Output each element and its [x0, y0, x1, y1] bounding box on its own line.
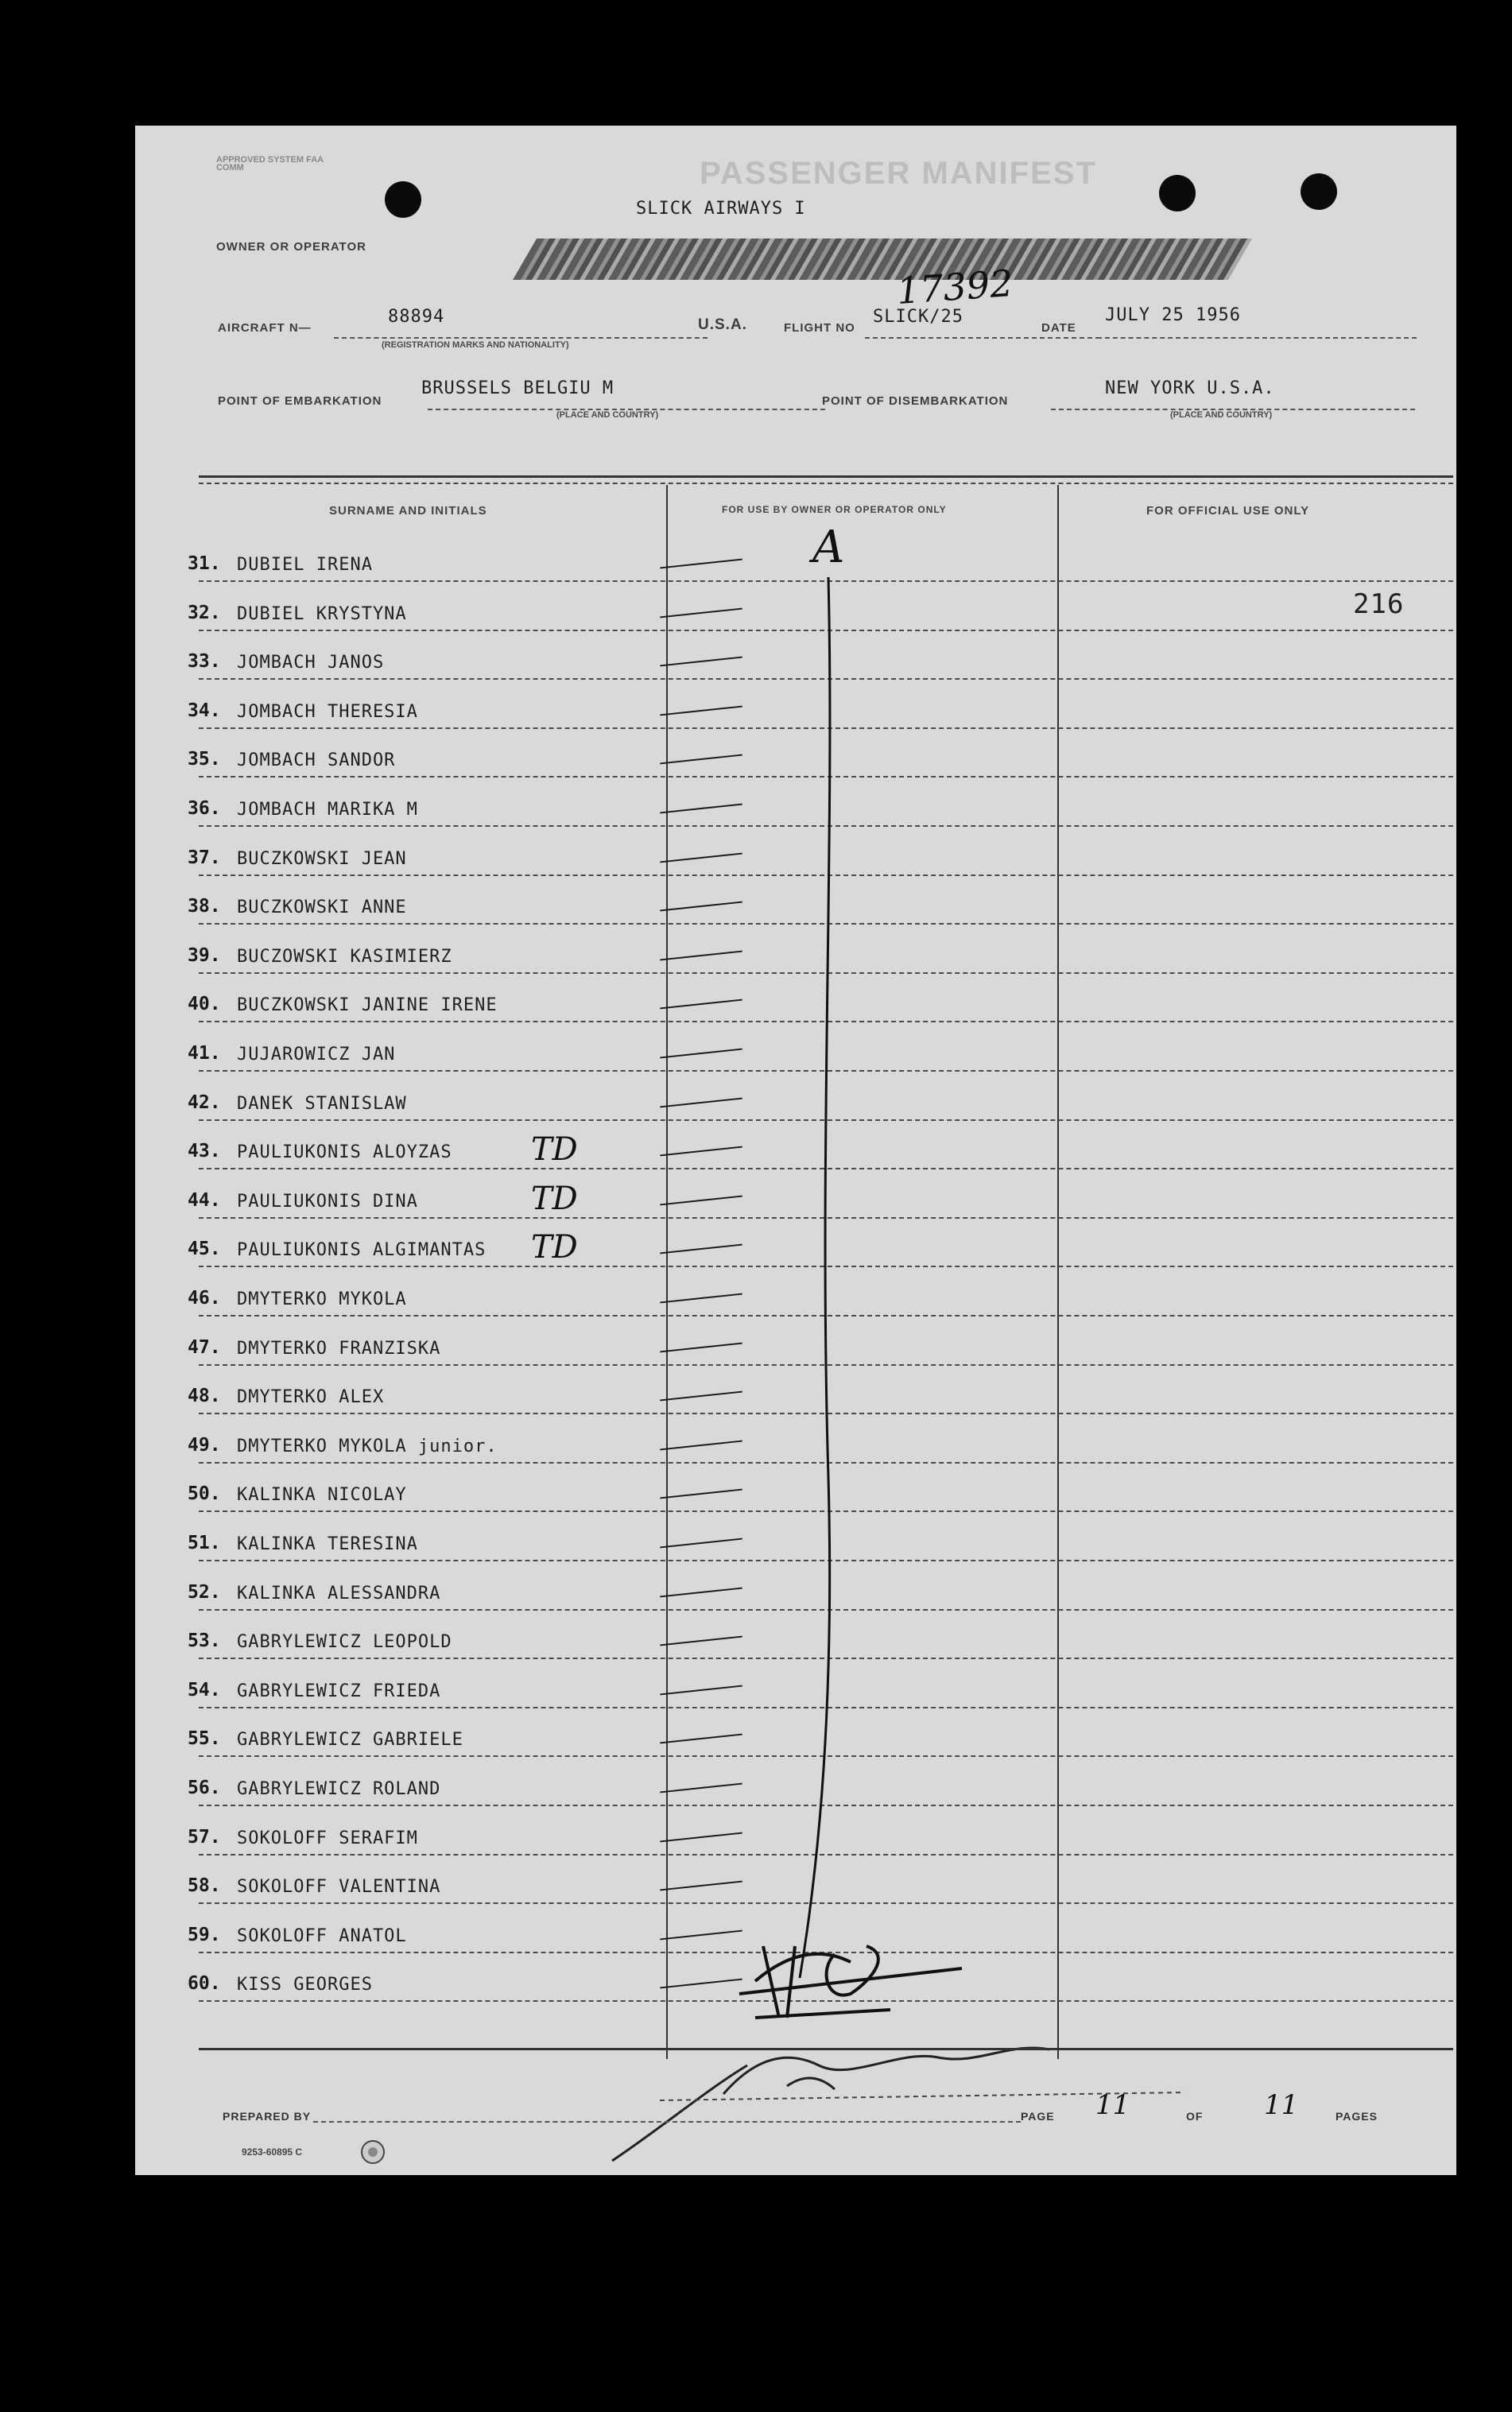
- passenger-name: JUJAROWICZ JAN: [237, 1045, 396, 1064]
- passenger-name: BUCZOWSKI KASIMIERZ: [237, 946, 452, 967]
- owner-operator-label: OWNER OR OPERATOR: [216, 240, 366, 254]
- passenger-number: 42.: [188, 1092, 221, 1113]
- passenger-number: 43.: [188, 1141, 221, 1162]
- passenger-number: 31.: [188, 553, 221, 574]
- passenger-number: 49.: [188, 1434, 221, 1456]
- passenger-name: PAULIUKONIS DINA: [237, 1191, 418, 1212]
- passenger-name: SOKOLOFF SERAFIM: [237, 1828, 418, 1848]
- passenger-name: SOKOLOFF ANATOL: [237, 1925, 407, 1946]
- passenger-number: 46.: [188, 1288, 221, 1309]
- passenger-name: DMYTERKO FRANZISKA: [237, 1338, 441, 1359]
- passenger-number: 54.: [188, 1679, 221, 1700]
- passenger-number: 40.: [188, 994, 221, 1015]
- handwritten-flight-number: 17392: [895, 261, 1015, 313]
- embarkation-note: (PLACE AND COUNTRY): [556, 410, 659, 420]
- manifest-sheet: [135, 126, 1456, 2175]
- passenger-name: BUCZKOWSKI ANNE: [237, 898, 407, 918]
- flight-label: FLIGHT NO: [784, 321, 855, 335]
- embarkation-point: BRUSSELS BELGIU M: [421, 378, 614, 398]
- owner-use-column-header: FOR USE BY OWNER OR OPERATOR ONLY: [722, 504, 947, 515]
- passenger-name: DANEK STANISLAW: [237, 1093, 407, 1114]
- passenger-name: DUBIEL KRYSTYNA: [237, 603, 407, 624]
- passenger-name: DMYTERKO MYKOLA: [237, 1289, 407, 1309]
- passenger-number: 53.: [188, 1631, 221, 1652]
- disembarkation-note: (PLACE AND COUNTRY): [1170, 410, 1273, 420]
- passenger-number: 60.: [188, 1973, 221, 1995]
- flight-number: SLICK/25: [873, 307, 963, 327]
- passenger-number: 59.: [188, 1924, 221, 1945]
- operator-name: SLICK AIRWAYS I: [636, 199, 806, 219]
- page-label: PAGE: [1021, 2110, 1055, 2123]
- passenger-name: BUCZKOWSKI JANINE IRENE: [237, 995, 498, 1016]
- passenger-number: 45.: [188, 1239, 221, 1260]
- passenger-number: 57.: [188, 1826, 221, 1848]
- passenger-number: 50.: [188, 1483, 221, 1505]
- passenger-number: 37.: [188, 847, 221, 868]
- handwritten-mark: TD: [531, 1229, 578, 1266]
- handwritten-strokes: [135, 126, 1456, 2175]
- passenger-name: GABRYLEWICZ FRIEDA: [237, 1681, 441, 1701]
- passenger-name: KALINKA ALESSANDRA: [237, 1583, 441, 1603]
- passenger-number: 44.: [188, 1189, 221, 1211]
- passenger-name: JOMBACH JANOS: [237, 653, 385, 673]
- aircraft-number: 88894: [388, 307, 445, 327]
- handwritten-mark: TD: [531, 1131, 578, 1169]
- passenger-name: JOMBACH THERESIA: [237, 701, 418, 722]
- handwritten-mark: TD: [531, 1180, 578, 1217]
- passenger-number: 32.: [188, 602, 221, 623]
- form-title: PASSENGER MANIFEST: [700, 156, 1097, 191]
- date-label: DATE: [1041, 321, 1076, 335]
- prepared-by-label: PREPARED BY: [223, 2110, 312, 2123]
- embarkation-label: POINT OF EMBARKATION: [218, 394, 382, 408]
- passenger-name: PAULIUKONIS ALOYZAS: [237, 1142, 452, 1163]
- passenger-name: JOMBACH MARIKA M: [237, 800, 418, 820]
- passenger-number: 47.: [188, 1336, 221, 1358]
- registration-note: (REGISTRATION MARKS AND NATIONALITY): [382, 340, 569, 350]
- passenger-name: KALINKA NICOLAY: [237, 1485, 407, 1506]
- passenger-name: BUCZKOWSKI JEAN: [237, 848, 407, 869]
- passenger-number: 38.: [188, 896, 221, 917]
- passenger-number: 48.: [188, 1386, 221, 1407]
- passenger-number: 52.: [188, 1581, 221, 1603]
- official-use-number: 216: [1353, 588, 1405, 620]
- passenger-name: KALINKA TERESINA: [237, 1534, 418, 1554]
- passenger-name: GABRYLEWICZ GABRIELE: [237, 1730, 463, 1751]
- total-pages: 11: [1264, 2089, 1299, 2121]
- passenger-number: 36.: [188, 798, 221, 819]
- pages-label: PAGES: [1336, 2110, 1378, 2123]
- passenger-name: GABRYLEWICZ ROLAND: [237, 1779, 441, 1799]
- passenger-name: GABRYLEWICZ LEOPOLD: [237, 1632, 452, 1653]
- passenger-number: 55.: [188, 1728, 221, 1750]
- passenger-name: DUBIEL IRENA: [237, 555, 373, 575]
- of-label: OF: [1186, 2110, 1204, 2123]
- form-approval-note: APPROVED SYSTEM FAA COMM: [216, 155, 324, 173]
- official-use-column-header: FOR OFFICIAL USE ONLY: [1146, 504, 1310, 518]
- passenger-name: JOMBACH SANDOR: [237, 750, 396, 771]
- passenger-number: 33.: [188, 651, 221, 673]
- passenger-number: 58.: [188, 1875, 221, 1897]
- passenger-number: 39.: [188, 944, 221, 966]
- country-label: U.S.A.: [698, 316, 747, 333]
- passenger-name: SOKOLOFF VALENTINA: [237, 1877, 441, 1898]
- surname-column-header: SURNAME AND INITIALS: [329, 504, 487, 518]
- passenger-name: PAULIUKONIS ALGIMANTAS: [237, 1240, 487, 1261]
- disembarkation-label: POINT OF DISEMBARKATION: [822, 394, 1009, 408]
- flight-date: JULY 25 1956: [1105, 305, 1241, 325]
- union-bug-icon: [361, 2140, 385, 2164]
- passenger-number: 34.: [188, 700, 221, 721]
- aircraft-label: AIRCRAFT N—: [218, 321, 312, 335]
- page-number: 11: [1095, 2089, 1130, 2121]
- disembarkation-point: NEW YORK U.S.A.: [1105, 378, 1275, 398]
- passenger-name: KISS GEORGES: [237, 1975, 373, 1995]
- form-code: 9253-60895 C: [242, 2146, 303, 2158]
- passenger-number: 35.: [188, 749, 221, 770]
- passenger-name: DMYTERKO ALEX: [237, 1387, 385, 1408]
- owner-column-letter: A: [812, 522, 845, 573]
- passenger-name: DMYTERKO MYKOLA junior.: [237, 1436, 498, 1456]
- passenger-number: 56.: [188, 1778, 221, 1798]
- passenger-number: 51.: [188, 1533, 221, 1553]
- passenger-number: 41.: [188, 1043, 221, 1064]
